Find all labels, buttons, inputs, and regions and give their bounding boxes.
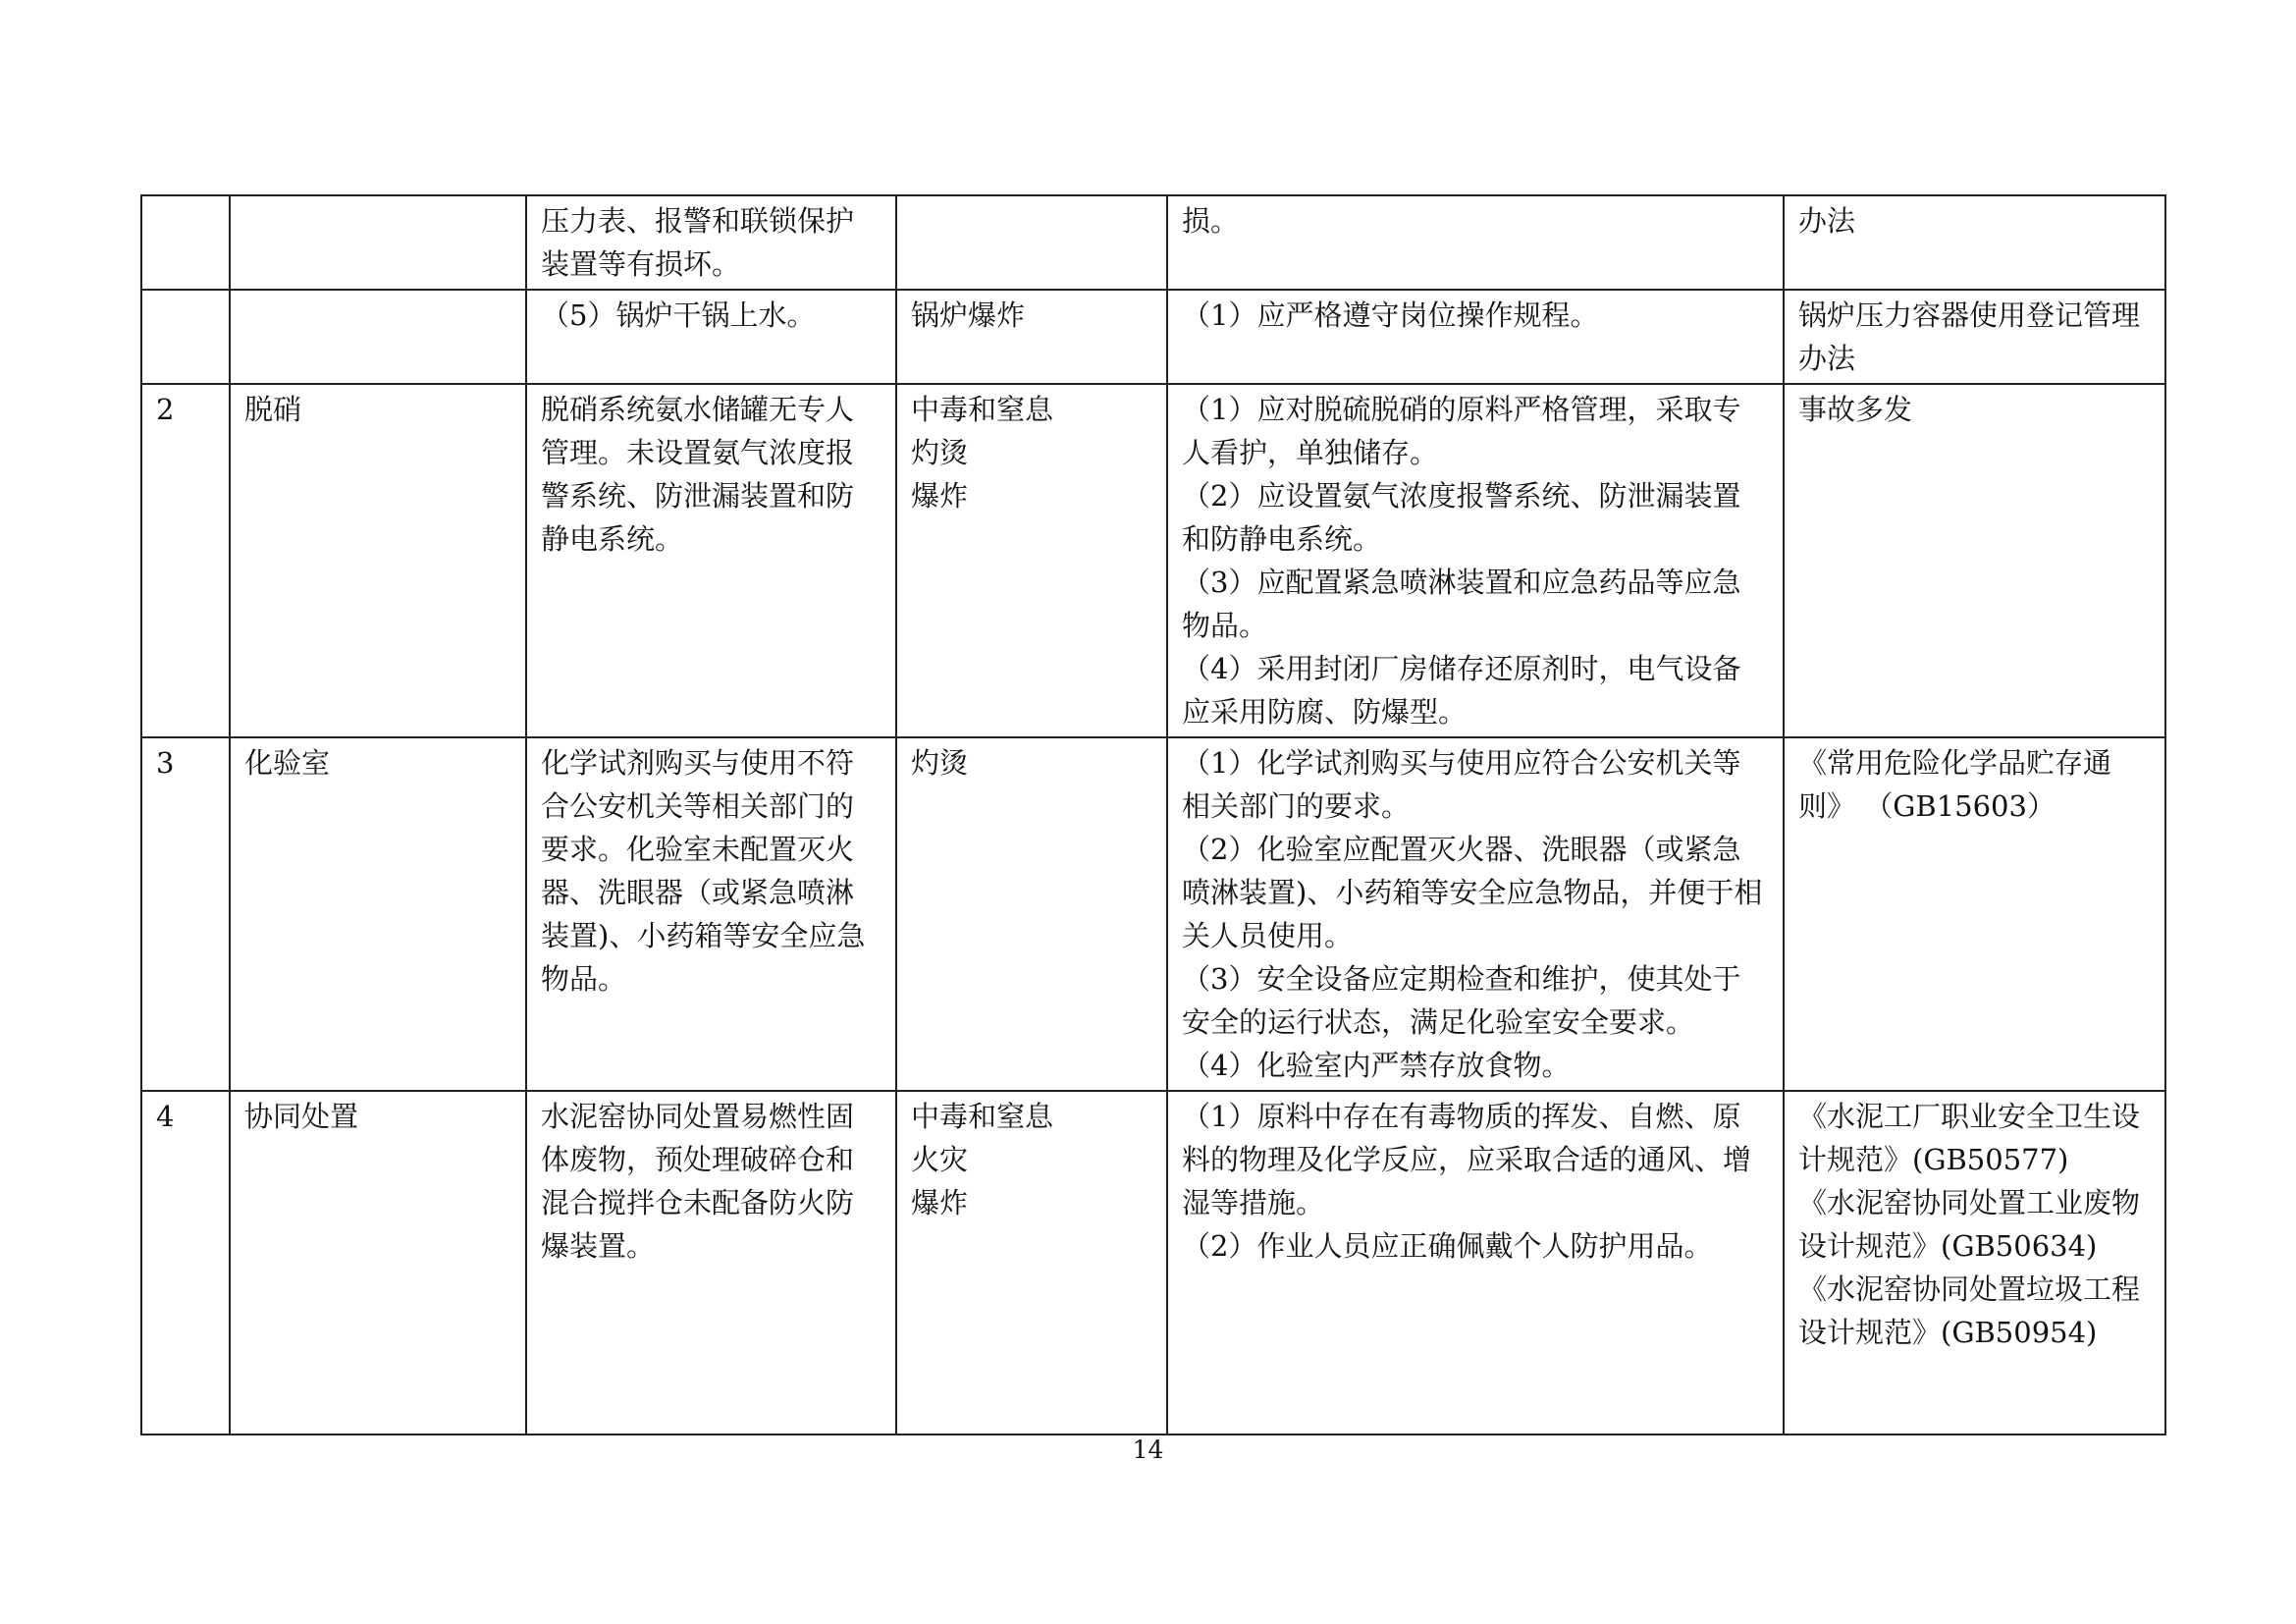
measures-cell-line: （4）化验室内严禁存放食物。 — [1182, 1049, 1571, 1082]
basis-cell-line: 《常用危险化学品贮存通则》 （GB15603） — [1798, 746, 2112, 823]
table-row — [141, 737, 2165, 1091]
table-row — [141, 384, 2165, 737]
place-cell — [230, 195, 526, 290]
hazard-cell: 化学试剂购买与使用不符合公安机关等相关部门的要求。化验室未配置灭火器、洗眼器（或紧急喷淋装置)、小药箱等安全应急物品。 — [526, 737, 896, 1091]
measures-cell — [1167, 290, 1784, 384]
table-row — [141, 1091, 2165, 1435]
table-row — [141, 195, 2165, 290]
measures-cell-line: （1）化学试剂购买与使用应符合公安机关等相关部门的要求。 — [1182, 746, 1741, 823]
row-number: 4 — [141, 1091, 230, 1435]
hazard-cell: 压力表、报警和联锁保护装置等有损坏。 — [526, 195, 896, 290]
measures-cell-line: （1）原料中存在有毒物质的挥发、自燃、原料的物理及化学反应，应采取合适的通风、增湿等措施。 — [1182, 1100, 1752, 1219]
measures-cell-line: （1）应对脱硫脱硝的原料严格管理，采取专人看护，单独储存。 — [1182, 393, 1741, 469]
measures-cell-line: （3）应配置紧急喷淋装置和应急药品等应急物品。 — [1182, 566, 1741, 642]
row-number: 2 — [141, 384, 230, 737]
basis-cell-line: 锅炉压力容器使用登记管理办法 — [1798, 298, 2141, 375]
basis-cell — [1784, 1091, 2165, 1435]
measures-cell-line: （4）采用封闭厂房储存还原剂时，电气设备应采用防腐、防爆型。 — [1182, 652, 1741, 729]
accident-cell — [896, 195, 1167, 290]
measures-cell-line: （3）安全设备应定期检查和维护，使其处于安全的运行状态，满足化验室安全要求。 — [1182, 962, 1741, 1039]
page-number: 14 — [1132, 1435, 1164, 1464]
accident-cell-line: 爆炸 — [911, 1186, 969, 1219]
measures-cell-line: （2）应设置氨气浓度报警系统、防泄漏装置和防静电系统。 — [1182, 479, 1741, 556]
accident-cell — [896, 290, 1167, 384]
basis-cell-line: 事故多发 — [1798, 393, 1913, 426]
place-cell: 脱硝 — [230, 384, 526, 737]
place-cell — [230, 290, 526, 384]
hazard-cell: （5）锅炉干锅上水。 — [526, 290, 896, 384]
basis-cell-line: 办法 — [1798, 204, 1856, 238]
accident-cell-line: 灼烫 — [911, 746, 969, 780]
accident-cell — [896, 737, 1167, 1091]
measures-cell — [1167, 737, 1784, 1091]
basis-cell — [1784, 195, 2165, 290]
measures-cell — [1167, 1091, 1784, 1435]
basis-cell — [1784, 290, 2165, 384]
hazard-cell: 脱硝系统氨水储罐无专人管理。未设置氨气浓度报警系统、防泄漏装置和防静电系统。 — [526, 384, 896, 737]
measures-cell — [1167, 195, 1784, 290]
place-cell: 化验室 — [230, 737, 526, 1091]
basis-cell-line: 《水泥窑协同处置垃圾工程设计规范》(GB50954) — [1798, 1272, 2141, 1349]
accident-cell-line: 中毒和窒息 — [911, 393, 1054, 426]
basis-cell-line: 《水泥工厂职业安全卫生设计规范》(GB50577) — [1798, 1100, 2141, 1176]
place-cell: 协同处置 — [230, 1091, 526, 1435]
accident-cell-line: 火灾 — [911, 1143, 969, 1176]
measures-cell-line: （2）化验室应配置灭火器、洗眼器（或紧急喷淋装置)、小药箱等安全应急物品，并便于相关人员使用。 — [1182, 833, 1763, 952]
accident-cell-line: 锅炉爆炸 — [911, 298, 1026, 332]
measures-cell-line: （2）作业人员应正确佩戴个人防护用品。 — [1182, 1229, 1713, 1263]
accident-cell-line: 灼烫 — [911, 436, 969, 469]
row-number — [141, 195, 230, 290]
accident-cell-line: 中毒和窒息 — [911, 1100, 1054, 1133]
measures-cell-line: 损。 — [1182, 204, 1240, 238]
accident-cell-line: 爆炸 — [911, 479, 969, 513]
accident-cell — [896, 384, 1167, 737]
row-number: 3 — [141, 737, 230, 1091]
row-number — [141, 290, 230, 384]
measures-cell-line: （1）应严格遵守岗位操作规程。 — [1182, 298, 1599, 332]
hazard-cell: 水泥窑协同处置易燃性固体废物，预处理破碎仓和混合搅拌仓未配备防火防爆装置。 — [526, 1091, 896, 1435]
accident-cell — [896, 1091, 1167, 1435]
hazard-table — [140, 194, 2166, 1435]
basis-cell — [1784, 737, 2165, 1091]
basis-cell — [1784, 384, 2165, 737]
measures-cell — [1167, 384, 1784, 737]
table-body — [141, 195, 2165, 1435]
basis-cell-line: 《水泥窑协同处置工业废物设计规范》(GB50634) — [1798, 1186, 2141, 1263]
table-row — [141, 290, 2165, 384]
